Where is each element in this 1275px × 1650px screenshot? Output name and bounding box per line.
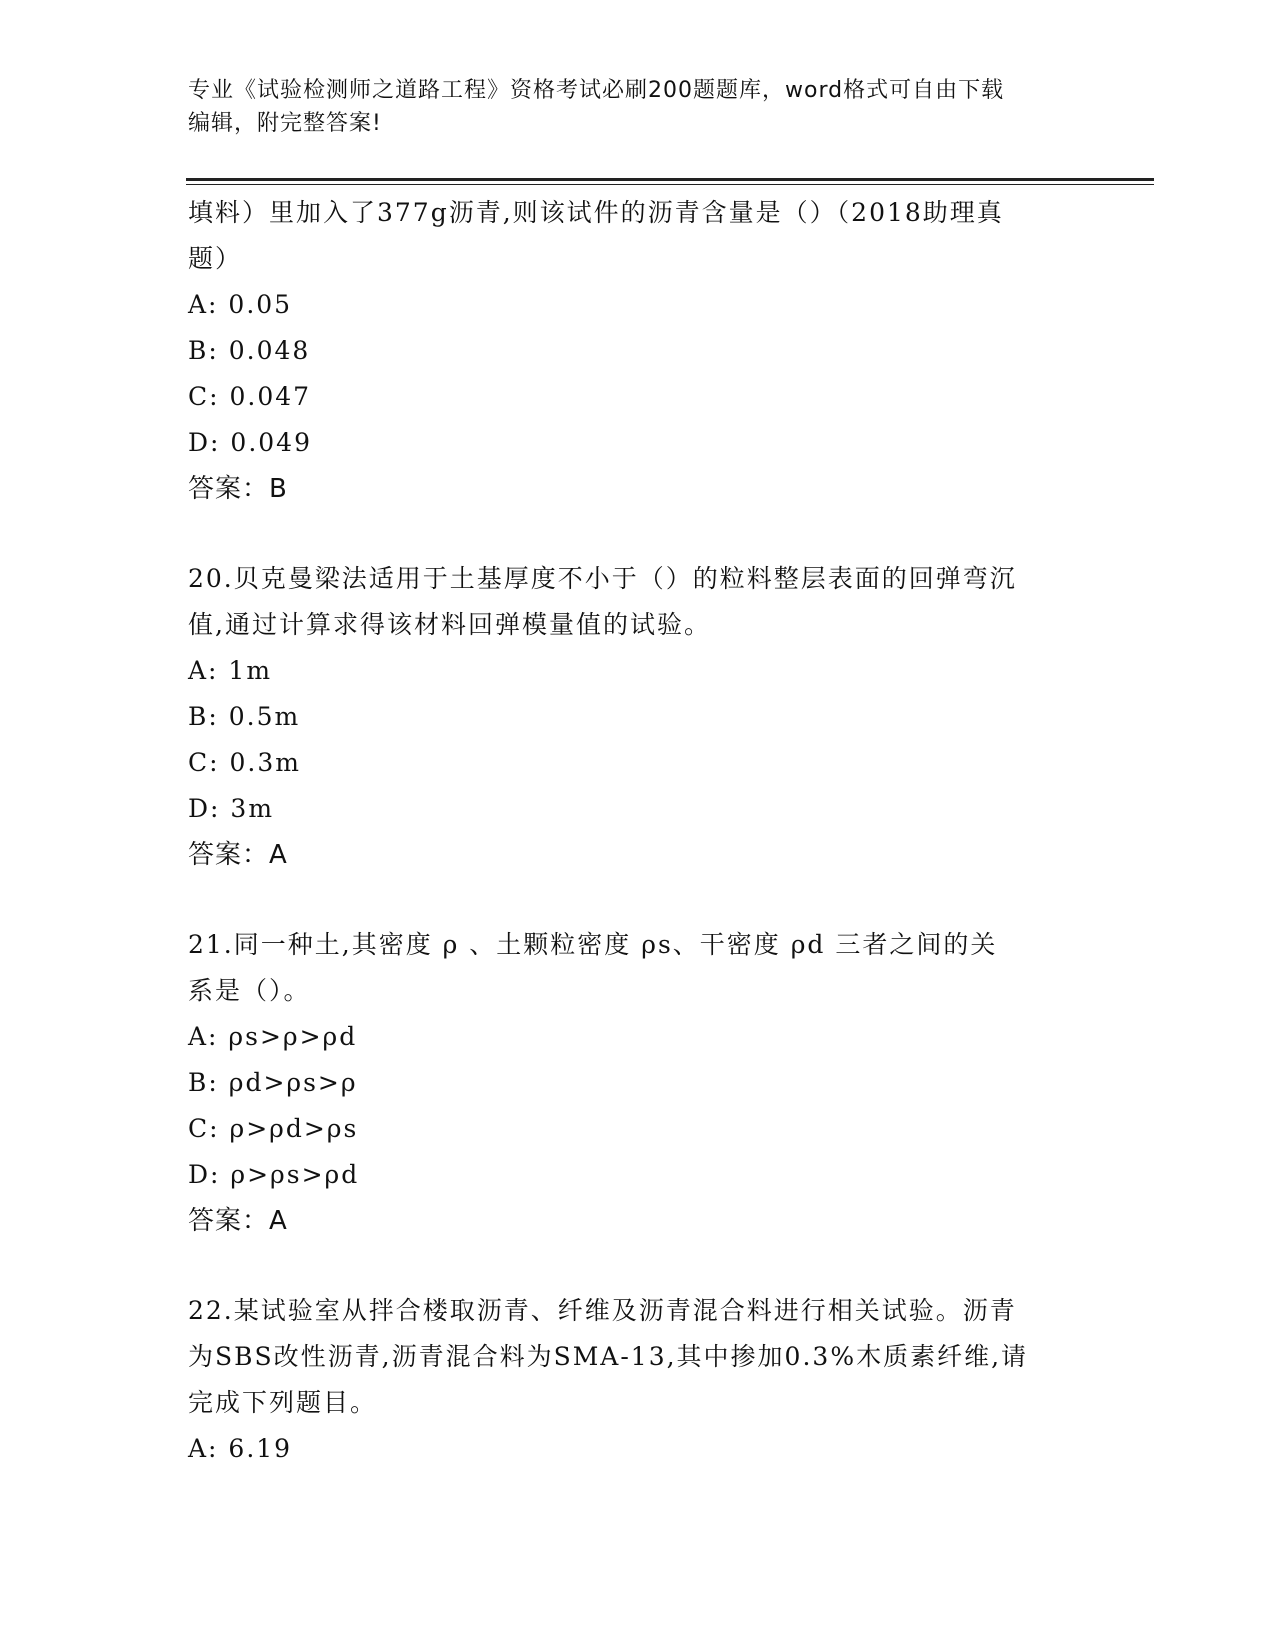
spacer [188, 878, 1068, 922]
option-c: C: 0.047 [188, 382, 312, 411]
question-text-line: 题） [188, 244, 243, 273]
question-text-line: 完成下列题目。 [188, 1388, 378, 1417]
question-block [188, 922, 1068, 1244]
question-text-line: 为SBS改性沥青,沥青混合料为SMA-13,其中掺加0.3%木质素纤维,请 [188, 1342, 1029, 1371]
option-a: A: ρs>ρ>ρd [188, 1022, 358, 1051]
header-divider-thin [186, 184, 1154, 185]
option-d: D: 0.049 [188, 428, 312, 457]
document-header [188, 74, 1068, 140]
header-line-2: 编辑，附完整答案! [188, 111, 382, 136]
option-c: C: 0.3m [188, 748, 301, 777]
answer-line: 答案：B [188, 474, 288, 504]
question-text-line: 20.贝克曼梁法适用于土基厚度不小于（）的粒料整层表面的回弹弯沉 [188, 564, 1017, 593]
option-b: B: ρd>ρs>ρ [188, 1068, 358, 1097]
question-text-line: 系是（）。 [188, 976, 311, 1005]
question-text-line: 填料）里加入了377g沥青,则该试件的沥青含量是（）（2018助理真 [188, 198, 1004, 227]
header-line-1: 专业《试验检测师之道路工程》资格考试必刷200题题库，word格式可自由下载 [188, 78, 1005, 103]
spacer [188, 512, 1068, 556]
question-text-line: 值,通过计算求得该材料回弹模量值的试验。 [188, 610, 711, 639]
question-block [188, 190, 1068, 512]
answer-line: 答案：A [188, 1206, 288, 1236]
option-a: A: 0.05 [188, 290, 293, 319]
option-d: D: ρ>ρs>ρd [188, 1160, 360, 1189]
option-a: A: 6.19 [188, 1434, 293, 1463]
option-b: B: 0.5m [188, 702, 301, 731]
option-a: A: 1m [188, 656, 273, 685]
question-block [188, 556, 1068, 878]
question-block [188, 1288, 1068, 1472]
answer-line: 答案：A [188, 840, 288, 870]
option-b: B: 0.048 [188, 336, 311, 365]
question-text-line: 22.某试验室从拌合楼取沥青、纤维及沥青混合料进行相关试验。沥青 [188, 1296, 1017, 1325]
spacer [188, 1244, 1068, 1288]
question-text-line: 21.同一种土,其密度 ρ 、土颗粒密度 ρs、干密度 ρd 三者之间的关 [188, 930, 998, 959]
option-d: D: 3m [188, 794, 275, 823]
header-divider-thick [186, 178, 1154, 181]
option-c: C: ρ>ρd>ρs [188, 1114, 359, 1143]
question-list [188, 190, 1068, 1472]
